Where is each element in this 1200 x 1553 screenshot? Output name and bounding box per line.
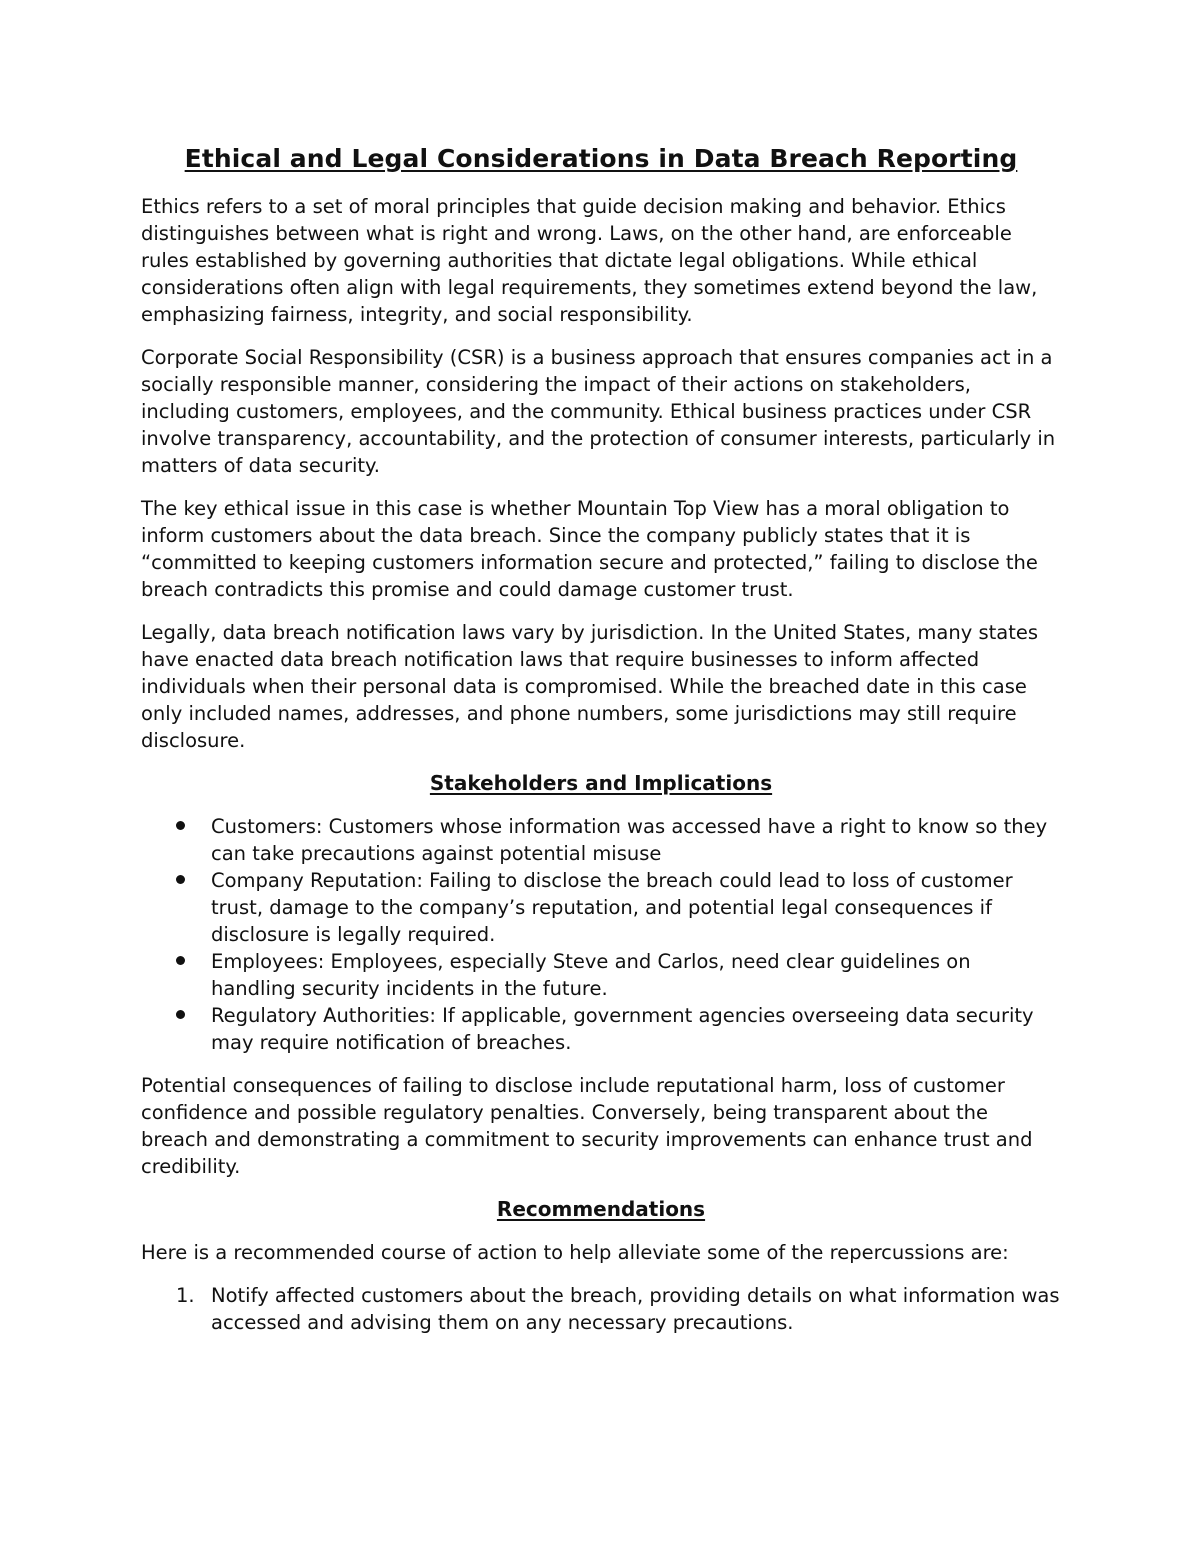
document-body	[141, 143, 1061, 1352]
intro-paragraph-key-issue: The key ethical issue in this case is whether Mountain Top View has a moral obligation to inform customers about the data breach. Since the company publicly states that it is “committed to keeping customers information secure and protected,” failing to disclose the breach contradicts this promise and could damage customer trust.	[141, 497, 1038, 601]
list-item	[141, 867, 1061, 948]
stakeholder-regulatory-text: Regulatory Authorities: If applicable, government agencies overseeing data security may require notification of breaches.	[211, 1004, 1034, 1054]
list-item	[141, 813, 1061, 867]
document-title: Ethical and Legal Considerations in Data Breach Reporting	[184, 144, 1018, 173]
list-item	[141, 1282, 1061, 1336]
bullet-icon	[176, 821, 185, 830]
intro-paragraph-legal: Legally, data breach notification laws vary by jurisdiction. In the United States, many states have enacted data breach notification laws that require businesses to inform affected individuals when their personal data is compromised. While the breached date in this case only included names, addresses, and phone numbers, some jurisdictions may still require disclosure.	[141, 621, 1039, 752]
bullet-icon	[176, 956, 185, 965]
bullet-icon	[176, 875, 185, 884]
stakeholders-list	[141, 813, 1061, 1056]
recommendations-intro: Here is a recommended course of action to help alleviate some of the repercussions are:	[141, 1241, 1009, 1264]
stakeholder-customers-text: Customers: Customers whose information was accessed have a right to know so they can take precautions against potential misuse	[211, 815, 1048, 865]
recommendations-list	[141, 1282, 1061, 1336]
stakeholders-heading: Stakeholders and Implications	[429, 771, 773, 795]
stakeholder-employees-text: Employees: Employees, especially Steve and Carlos, need clear guidelines on handling security incidents in the future.	[211, 950, 971, 1000]
list-number: 1.	[176, 1284, 195, 1307]
list-item	[141, 1002, 1061, 1056]
intro-paragraph-ethics: Ethics refers to a set of moral principles that guide decision making and behavior. Ethics distinguishes between what is right and wrong. Laws, on the other hand, are enforceable rules established by governing authorities that dictate legal obligations. While ethical considerations often align with legal requirements, they sometimes extend beyond the law, emphasizing fairness, integrity, and social responsibility.	[141, 195, 1038, 326]
consequences-paragraph: Potential consequences of failing to disclose include reputational harm, loss of customer confidence and possible regulatory penalties. Conversely, being transparent about the breach and demonstrating a commitment to security improvements can enhance trust and credibility.	[141, 1074, 1033, 1178]
stakeholder-company-reputation-text: Company Reputation: Failing to disclose the breach could lead to loss of customer trust, damage to the company’s reputation, and potential legal consequences if disclosure is legally required.	[211, 869, 1013, 946]
recommendations-heading: Recommendations	[496, 1197, 706, 1221]
intro-paragraph-csr: Corporate Social Responsibility (CSR) is a business approach that ensures companies act in a socially responsible manner, considering the impact of their actions on stakeholders, including customers, employees, and the community. Ethical business practices under CSR involve transparency, accountability, and the protection of consumer interests, particularly in matters of data security.	[141, 346, 1056, 477]
list-item	[141, 948, 1061, 1002]
recommendation-text: Notify affected customers about the breach, providing details on what information was accessed and advising them on any necessary precautions.	[211, 1284, 1060, 1334]
bullet-icon	[176, 1010, 185, 1019]
